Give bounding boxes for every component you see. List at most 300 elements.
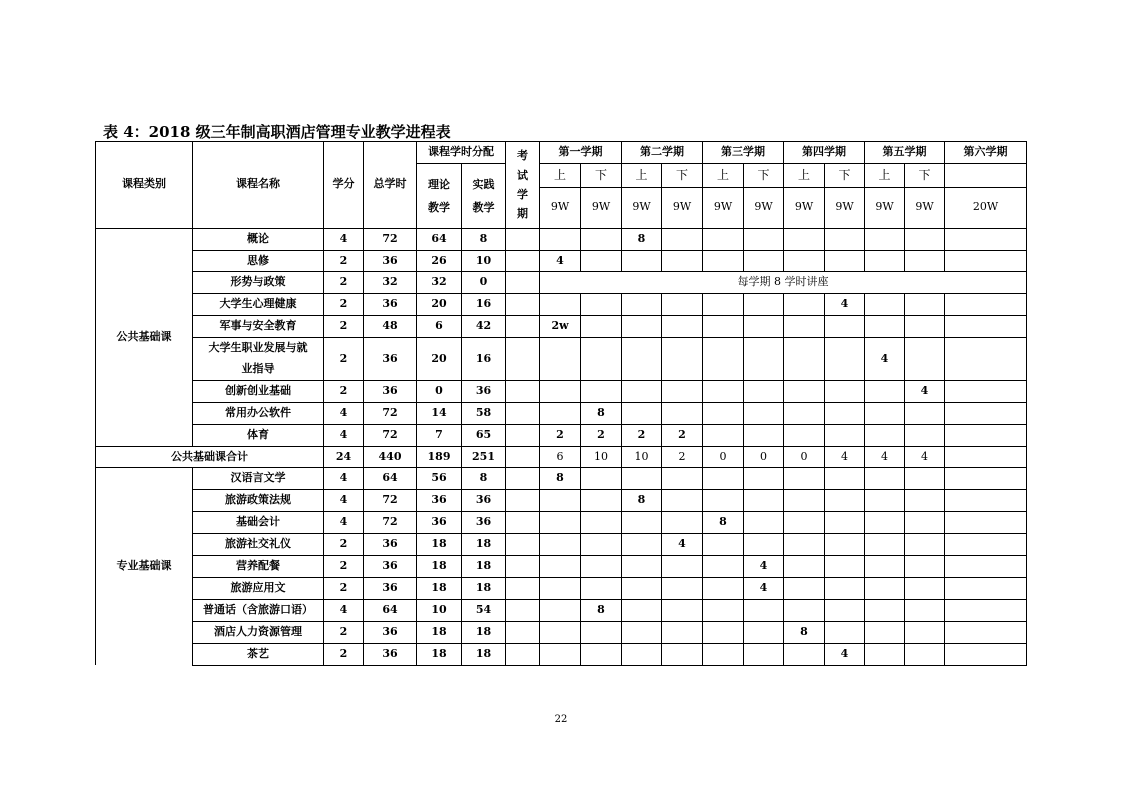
- weekly-hours: [905, 468, 945, 490]
- weekly-hours: [945, 577, 1027, 599]
- theory-hours: 36: [417, 490, 462, 512]
- table-row: [96, 250, 1027, 272]
- weekly-hours: [662, 512, 703, 534]
- table-row: [96, 402, 1027, 424]
- practice-hours: 36: [462, 380, 506, 402]
- exam-term: [506, 272, 540, 294]
- header-weeks: 9W: [905, 187, 945, 228]
- theory-hours: 18: [417, 556, 462, 578]
- credits: 4: [324, 599, 364, 621]
- course-name: 思修: [193, 250, 324, 272]
- exam-term: [506, 577, 540, 599]
- weekly-hours: [744, 490, 784, 512]
- weekly-hours: [662, 621, 703, 643]
- header-half-term: 上: [703, 163, 744, 187]
- weekly-hours: [744, 316, 784, 338]
- table-row: [96, 316, 1027, 338]
- header-exam-term: 考 试 学 期: [506, 142, 540, 229]
- table-row: [96, 621, 1027, 643]
- subtotal-practice: 251: [462, 446, 506, 468]
- weekly-hours: [540, 621, 581, 643]
- teaching-schedule-table: [95, 141, 1027, 666]
- theory-hours: 7: [417, 424, 462, 446]
- weekly-hours: [825, 490, 865, 512]
- weekly-hours: [581, 534, 622, 556]
- weekly-hours: [622, 468, 662, 490]
- weekly-hours: [865, 228, 905, 250]
- exam-term: [506, 556, 540, 578]
- credits: 4: [324, 424, 364, 446]
- weekly-hours: [905, 228, 945, 250]
- course-name: 普通话（含旅游口语）: [193, 599, 324, 621]
- practice-hours: 16: [462, 294, 506, 316]
- total-hours: 36: [364, 250, 417, 272]
- header-semester: 第六学期: [945, 142, 1027, 164]
- practice-hours: 36: [462, 490, 506, 512]
- weekly-hours: [662, 468, 703, 490]
- weekly-hours: [540, 490, 581, 512]
- header-weeks: 20W: [945, 187, 1027, 228]
- weekly-hours: [581, 294, 622, 316]
- weekly-hours: [905, 338, 945, 381]
- course-category: 专业基础课: [96, 468, 193, 665]
- header-half-term: 上: [540, 163, 581, 187]
- exam-term: [506, 250, 540, 272]
- weekly-hours: [905, 250, 945, 272]
- weekly-hours: [945, 643, 1027, 665]
- weekly-hours: [825, 577, 865, 599]
- subtotal-exam: [506, 446, 540, 468]
- header-weeks: 9W: [865, 187, 905, 228]
- practice-hours: 65: [462, 424, 506, 446]
- table-row: [96, 424, 1027, 446]
- credits: 4: [324, 490, 364, 512]
- weekly-hours: [581, 468, 622, 490]
- practice-hours: 16: [462, 338, 506, 381]
- weekly-hours: [703, 250, 744, 272]
- weekly-hours: [703, 468, 744, 490]
- weekly-hours: [784, 512, 825, 534]
- theory-hours: 6: [417, 316, 462, 338]
- weekly-hours: [905, 621, 945, 643]
- subtotal-credits: 24: [324, 446, 364, 468]
- practice-hours: 36: [462, 512, 506, 534]
- credits: 2: [324, 250, 364, 272]
- weekly-hours: [825, 250, 865, 272]
- credits: 2: [324, 294, 364, 316]
- total-hours: 36: [364, 577, 417, 599]
- weekly-hours: 8: [581, 402, 622, 424]
- exam-term: [506, 228, 540, 250]
- header-credits: 学分: [324, 142, 364, 229]
- weekly-hours: [662, 250, 703, 272]
- subtotal-hours: 440: [364, 446, 417, 468]
- weekly-hours: [662, 643, 703, 665]
- course-name: 旅游政策法规: [193, 490, 324, 512]
- total-hours: 36: [364, 380, 417, 402]
- subtotal-weekly-hours: 6: [540, 446, 581, 468]
- header-total-hours: 总学时: [364, 142, 417, 229]
- practice-hours: 54: [462, 599, 506, 621]
- practice-hours: 58: [462, 402, 506, 424]
- weekly-hours: [703, 556, 744, 578]
- practice-hours: 42: [462, 316, 506, 338]
- weekly-hours: [540, 556, 581, 578]
- weekly-hours: [784, 577, 825, 599]
- weekly-hours: [540, 338, 581, 381]
- total-hours: 72: [364, 402, 417, 424]
- weekly-hours: 4: [905, 380, 945, 402]
- theory-hours: 64: [417, 228, 462, 250]
- course-name: 形势与政策: [193, 272, 324, 294]
- weekly-hours: 2: [540, 424, 581, 446]
- course-name: 概论: [193, 228, 324, 250]
- subtotal-row: [96, 446, 1027, 468]
- weekly-hours: [581, 338, 622, 381]
- practice-hours: 10: [462, 250, 506, 272]
- weekly-hours: [784, 338, 825, 381]
- subtotal-weekly-hours: 4: [865, 446, 905, 468]
- header-semester: 第一学期: [540, 142, 622, 164]
- total-hours: 48: [364, 316, 417, 338]
- course-name: 旅游应用文: [193, 577, 324, 599]
- weekly-hours: [662, 599, 703, 621]
- total-hours: 36: [364, 534, 417, 556]
- weekly-hours: [581, 643, 622, 665]
- weekly-hours: [703, 577, 744, 599]
- course-name: 营养配餐: [193, 556, 324, 578]
- weekly-hours: [703, 294, 744, 316]
- weekly-hours: [905, 294, 945, 316]
- weekly-hours: [945, 468, 1027, 490]
- weekly-hours: [703, 424, 744, 446]
- header-half-term: 下: [905, 163, 945, 187]
- subtotal-label: 公共基础课合计: [96, 446, 324, 468]
- theory-hours: 36: [417, 512, 462, 534]
- weekly-hours: 2: [581, 424, 622, 446]
- weekly-hours: [865, 556, 905, 578]
- weekly-hours: [825, 338, 865, 381]
- header-half-term: 上: [865, 163, 905, 187]
- weekly-hours: 8: [581, 599, 622, 621]
- weekly-hours: [662, 402, 703, 424]
- exam-term: [506, 316, 540, 338]
- course-name: 大学生职业发展与就 业指导: [193, 338, 324, 381]
- weekly-hours: [784, 402, 825, 424]
- weekly-hours: [865, 402, 905, 424]
- weekly-hours: [945, 490, 1027, 512]
- weekly-hours: 8: [540, 468, 581, 490]
- weekly-hours: [540, 577, 581, 599]
- theory-hours: 18: [417, 643, 462, 665]
- header-half-term: 下: [581, 163, 622, 187]
- subtotal-weekly-hours: 0: [744, 446, 784, 468]
- weekly-hours: [825, 621, 865, 643]
- weekly-hours: [703, 490, 744, 512]
- weekly-hours: [622, 556, 662, 578]
- credits: 2: [324, 272, 364, 294]
- weekly-hours: [622, 250, 662, 272]
- weekly-hours: [784, 424, 825, 446]
- weekly-hours: [744, 380, 784, 402]
- weekly-hours: [744, 512, 784, 534]
- weekly-hours: [865, 250, 905, 272]
- weekly-hours: [945, 250, 1027, 272]
- weekly-hours: [825, 534, 865, 556]
- weekly-hours: [540, 534, 581, 556]
- header-weeks: 9W: [784, 187, 825, 228]
- subtotal-weekly-hours: [945, 446, 1027, 468]
- total-hours: 72: [364, 424, 417, 446]
- total-hours: 36: [364, 338, 417, 381]
- practice-hours: 18: [462, 556, 506, 578]
- header-row: [96, 142, 1027, 164]
- weekly-hours: 2: [662, 424, 703, 446]
- weekly-hours: [581, 577, 622, 599]
- weekly-hours: [945, 402, 1027, 424]
- theory-hours: 18: [417, 534, 462, 556]
- weekly-hours: [662, 556, 703, 578]
- theory-hours: 18: [417, 577, 462, 599]
- weekly-hours: 4: [865, 338, 905, 381]
- course-name: 酒店人力资源管理: [193, 621, 324, 643]
- weekly-hours: [540, 228, 581, 250]
- course-name: 茶艺: [193, 643, 324, 665]
- weekly-hours: [703, 599, 744, 621]
- table-row: [96, 380, 1027, 402]
- weekly-hours: [825, 599, 865, 621]
- weekly-hours: [581, 490, 622, 512]
- theory-hours: 26: [417, 250, 462, 272]
- weekly-hours: [784, 228, 825, 250]
- weekly-hours: [784, 490, 825, 512]
- weekly-hours: [905, 577, 945, 599]
- weekly-hours: [622, 380, 662, 402]
- weekly-hours: [865, 424, 905, 446]
- weekly-hours: [744, 599, 784, 621]
- course-name: 汉语言文学: [193, 468, 324, 490]
- weekly-hours: [945, 294, 1027, 316]
- total-hours: 72: [364, 512, 417, 534]
- weekly-hours: [703, 338, 744, 381]
- weekly-hours: [945, 621, 1027, 643]
- weekly-hours: [662, 577, 703, 599]
- weekly-hours: [662, 228, 703, 250]
- weekly-hours: [662, 294, 703, 316]
- weekly-hours: [581, 621, 622, 643]
- exam-term: [506, 424, 540, 446]
- lecture-note: 每学期 8 学时讲座: [540, 272, 1027, 294]
- header-theory: 理论 教学: [417, 163, 462, 228]
- header-weeks: 9W: [622, 187, 662, 228]
- weekly-hours: [540, 294, 581, 316]
- exam-term: [506, 643, 540, 665]
- weekly-hours: 2w: [540, 316, 581, 338]
- weekly-hours: [581, 316, 622, 338]
- weekly-hours: [865, 599, 905, 621]
- weekly-hours: [865, 380, 905, 402]
- weekly-hours: [865, 294, 905, 316]
- header-semester: 第三学期: [703, 142, 784, 164]
- practice-hours: 8: [462, 468, 506, 490]
- theory-hours: 18: [417, 621, 462, 643]
- weekly-hours: [744, 228, 784, 250]
- total-hours: 36: [364, 621, 417, 643]
- credits: 2: [324, 338, 364, 381]
- weekly-hours: [744, 643, 784, 665]
- theory-hours: 20: [417, 294, 462, 316]
- theory-hours: 10: [417, 599, 462, 621]
- header-half-term: 上: [784, 163, 825, 187]
- weekly-hours: [865, 468, 905, 490]
- exam-term: [506, 534, 540, 556]
- weekly-hours: [703, 228, 744, 250]
- total-hours: 64: [364, 468, 417, 490]
- weekly-hours: [784, 468, 825, 490]
- practice-hours: 8: [462, 228, 506, 250]
- weekly-hours: 2: [622, 424, 662, 446]
- weekly-hours: [703, 643, 744, 665]
- weekly-hours: [784, 599, 825, 621]
- weekly-hours: [622, 599, 662, 621]
- credits: 4: [324, 228, 364, 250]
- table-row: [96, 534, 1027, 556]
- weekly-hours: [744, 468, 784, 490]
- weekly-hours: [865, 512, 905, 534]
- weekly-hours: [703, 621, 744, 643]
- weekly-hours: 4: [825, 643, 865, 665]
- header-half-term: 下: [744, 163, 784, 187]
- practice-hours: 18: [462, 534, 506, 556]
- weekly-hours: [581, 556, 622, 578]
- weekly-hours: [905, 402, 945, 424]
- header-weeks: 9W: [540, 187, 581, 228]
- total-hours: 64: [364, 599, 417, 621]
- weekly-hours: 8: [622, 490, 662, 512]
- weekly-hours: [662, 316, 703, 338]
- weekly-hours: [662, 338, 703, 381]
- weekly-hours: [744, 424, 784, 446]
- theory-hours: 0: [417, 380, 462, 402]
- weekly-hours: [703, 316, 744, 338]
- table-row: [96, 338, 1027, 381]
- weekly-hours: [905, 490, 945, 512]
- header-category: 课程类别: [96, 142, 193, 229]
- practice-hours: 18: [462, 621, 506, 643]
- credits: 2: [324, 380, 364, 402]
- weekly-hours: [622, 534, 662, 556]
- header-half-term: 下: [825, 163, 865, 187]
- subtotal-weekly-hours: 2: [662, 446, 703, 468]
- weekly-hours: [865, 621, 905, 643]
- table-row: [96, 643, 1027, 665]
- weekly-hours: [945, 534, 1027, 556]
- credits: 4: [324, 512, 364, 534]
- weekly-hours: [540, 380, 581, 402]
- weekly-hours: [905, 424, 945, 446]
- weekly-hours: [945, 556, 1027, 578]
- exam-term: [506, 512, 540, 534]
- header-weeks: 9W: [581, 187, 622, 228]
- practice-hours: 18: [462, 577, 506, 599]
- weekly-hours: [744, 338, 784, 381]
- weekly-hours: [744, 250, 784, 272]
- header-semester: 第二学期: [622, 142, 703, 164]
- total-hours: 72: [364, 490, 417, 512]
- course-name: 常用办公软件: [193, 402, 324, 424]
- credits: 4: [324, 402, 364, 424]
- header-empty-cell: [945, 163, 1027, 187]
- subtotal-weekly-hours: 0: [784, 446, 825, 468]
- weekly-hours: [540, 643, 581, 665]
- weekly-hours: [581, 380, 622, 402]
- header-weeks: 9W: [744, 187, 784, 228]
- weekly-hours: [744, 402, 784, 424]
- weekly-hours: [744, 621, 784, 643]
- table-row: [96, 272, 1027, 294]
- weekly-hours: 4: [825, 294, 865, 316]
- weekly-hours: [825, 316, 865, 338]
- weekly-hours: [945, 380, 1027, 402]
- weekly-hours: [703, 402, 744, 424]
- weekly-hours: [905, 556, 945, 578]
- weekly-hours: 8: [703, 512, 744, 534]
- weekly-hours: [945, 228, 1027, 250]
- weekly-hours: [945, 599, 1027, 621]
- course-name: 旅游社交礼仪: [193, 534, 324, 556]
- weekly-hours: [825, 380, 865, 402]
- header-hour-distribution: 课程学时分配: [417, 142, 506, 164]
- theory-hours: 14: [417, 402, 462, 424]
- weekly-hours: [945, 512, 1027, 534]
- weekly-hours: [865, 316, 905, 338]
- theory-hours: 56: [417, 468, 462, 490]
- exam-term: [506, 468, 540, 490]
- credits: 2: [324, 316, 364, 338]
- weekly-hours: [945, 424, 1027, 446]
- weekly-hours: [945, 338, 1027, 381]
- weekly-hours: [825, 556, 865, 578]
- weekly-hours: [622, 621, 662, 643]
- practice-hours: 0: [462, 272, 506, 294]
- course-name: 创新创业基础: [193, 380, 324, 402]
- weekly-hours: 4: [744, 556, 784, 578]
- weekly-hours: [703, 380, 744, 402]
- weekly-hours: 4: [662, 534, 703, 556]
- weekly-hours: [905, 599, 945, 621]
- weekly-hours: [865, 534, 905, 556]
- exam-term: [506, 490, 540, 512]
- weekly-hours: [825, 468, 865, 490]
- weekly-hours: [622, 643, 662, 665]
- weekly-hours: [784, 316, 825, 338]
- weekly-hours: [622, 294, 662, 316]
- header-weeks: 9W: [662, 187, 703, 228]
- table-row: [96, 490, 1027, 512]
- theory-hours: 32: [417, 272, 462, 294]
- table-row: [96, 556, 1027, 578]
- total-hours: 36: [364, 556, 417, 578]
- weekly-hours: [905, 643, 945, 665]
- weekly-hours: [703, 534, 744, 556]
- weekly-hours: [945, 316, 1027, 338]
- course-category: 公共基础课: [96, 228, 193, 446]
- weekly-hours: [622, 512, 662, 534]
- header-semester: 第五学期: [865, 142, 945, 164]
- weekly-hours: [622, 338, 662, 381]
- weekly-hours: [662, 380, 703, 402]
- weekly-hours: [622, 577, 662, 599]
